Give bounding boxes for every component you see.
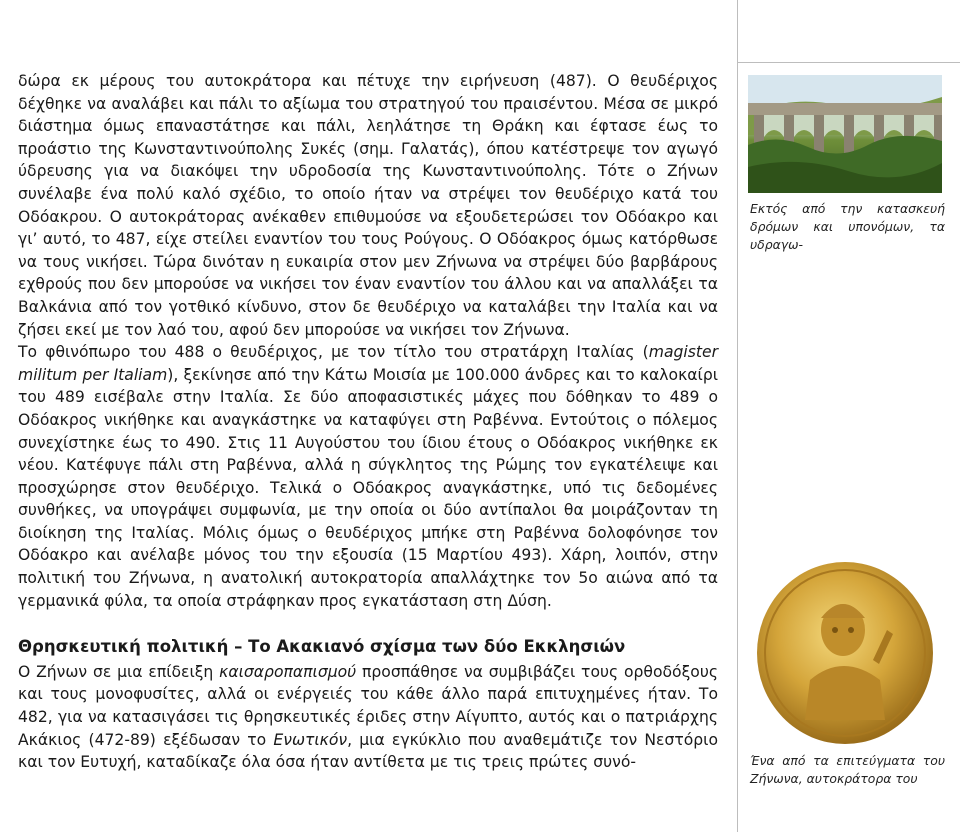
paragraph-3: Ο Ζήνων σε μια επίδειξη καισαροπαπισμού προσπάθησε να συμβιβάζει τους ορθοδόξους και τους μονοφυσίτες, αλλά οι ενέργειές του κάθε άλλο παρά επιτυχημένες ήταν. Το 482, για να κατασιγάσει τις θρησκευτικές έριδες στην Αίγυπτο, αυτός και ο πατριάρχης Ακάκιος (472-89) εξέδωσαν το Ενωτικόν, μια εγκύκλιο που αναθεμάτιζε τον Νεστόριο και τον Ευτυχή, καταδίκαζε όλα όσα ήταν αντίθετα με τις τρεις πρώτες συνό- bbox=[18, 662, 718, 772]
coin-caption: Ένα από τα επιτεύγματα του Ζήνωνα, αυτοκράτορα του bbox=[750, 753, 945, 786]
photo-caption: Εκτός από την κατασκευή δρόμων και υπονόμων, τα υδραγω- bbox=[750, 201, 945, 252]
paragraph-1: δώρα εκ μέρους του αυτοκράτορα και πέτυχε την ειρήνευση (487). Ο θευδέριχος δέχθηκε να αναλάβει και πάλι το αξίωμα του στρατηγού του πραισέντου. Μέσα σε μικρό διάστημα όμως επαναστάτησε και πάλι, λεηλάτησε τη Θράκη και έφτασε έως το προάστιο της Κωνσταντινούπολης Συκές (σημ. Γαλατάς), όπου κατέστρεψε τον αγωγό ύδρευσης για να διακόψει την υδροδοσία της Κωνσταντινούπολης. Τότε ο Ζήνων συνέλαβε ένα πολύ καλό σχέδιο, το οποίο ήταν να στρέψει τον θευδέριχο κατά του Οδόακρου. Ο αυτοκράτορας ανέκαθεν επιθυμούσε να εξουδετερώσει τον Οδόακρο και γι’ αυτό, το 487, είχε στείλει εναντίον του τους Ρούγους. Ο Οδόακρος όμως κατόρθωσε να τους νικήσει. Τώρα δινόταν η ευκαιρία στον μεν Ζήνωνα να στρέψει δύο βαρβάρους εχθρούς που δεν μπορούσε να νικήσει τον έναν εναντίον του άλλου και να απαλλάξει τα Βαλκάνια από τον γοτθικό κίνδυνο, στον δε θευδέριχο να καταλάβει την Ιταλία και να ζήσει εκεί με τον λαό του, αφού δεν μπορούσε να νικήσει τον Ζήνωνα. bbox=[18, 72, 718, 339]
latin-title: magister militum per Italiam bbox=[18, 343, 718, 384]
section-heading: Θρησκευτική πολιτική – Το Ακακιανό σχίσμα των δύο Εκκλησιών bbox=[18, 637, 626, 657]
term-caesaropapism: καισαροπαπισμού bbox=[219, 662, 357, 681]
sidebar-top-rule bbox=[737, 62, 960, 63]
gold-coin-image bbox=[755, 560, 935, 746]
column-divider bbox=[737, 0, 738, 832]
term-henotikon: Ενωτικόν bbox=[273, 730, 348, 749]
aqueduct-illustration bbox=[748, 75, 942, 193]
paragraph-2: Το φθινόπωρο του 488 ο θευδέριχος, με τον τίτλο του στρατάρχη Ιταλίας (magister militum per Italiam), ξεκίνησε από την Κάτω Μοισία με 100.000 άνδρες και το καλοκαίρι του 489 εισέβαλε στην Ιταλία. Σε δύο αποφασιστικές μάχες που δόθηκαν το 489 ο Οδόακρος νικήθηκε και αναγκάστηκε να καταφύγει στη Ραβέννα. Εντούτοις ο πόλεμος συνεχίστηκε έως το 490. Στις 11 Αυγούστου του ίδιου έτους ο Οδόακρος νικήθηκε εκ νέου. Κατέφυγε πάλι στη Ραβέννα, αλλά η σύγκλητος της Ρώμης τον εγκατέλειψε και προσχώρησε στον θευδέριχο. Τελικά ο Οδόακρος αναγκάστηκε, υπό τις δεδομένες συνθήκες, να υπογράψει συμφωνία, με την οποία οι δύο αντίπαλοι θα μοιράζονταν τη διοίκηση της Ιταλίας. Μόλις όμως ο θευδέριχος μπήκε στη Ραβέννα δολοφόνησε τον Οδόακρο και ανέλαβε μόνος του την εξουσία (15 Μαρτίου 493). Χάρη, λοιπόν, στην πολιτική του Ζήνωνα, η ανατολική αυτοκρατορία απαλλάχτηκε τον 5ο αιώνα από τα γερμανικά φύλα, τα οποία στράφηκαν προς εγκατάσταση στη Δύση. bbox=[18, 343, 718, 610]
aqueduct-photo bbox=[748, 75, 942, 193]
coin-illustration bbox=[755, 560, 935, 746]
main-text-column bbox=[18, 70, 718, 774]
